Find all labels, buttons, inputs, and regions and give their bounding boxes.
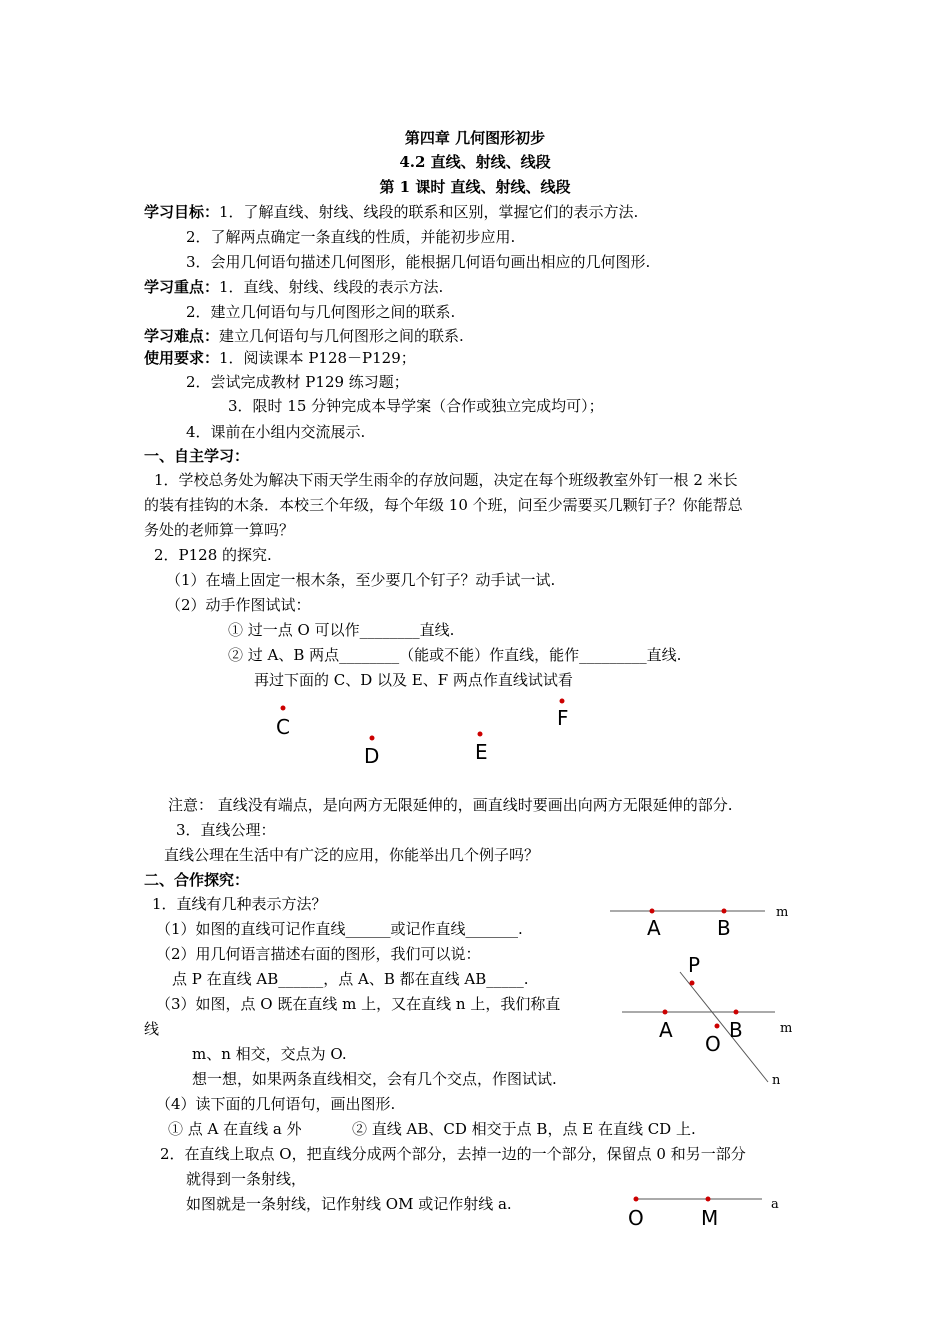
point-b-label: B: [717, 916, 731, 940]
point-p-label: P: [688, 953, 701, 977]
point-o3-dot: [634, 1197, 639, 1202]
p2-q1-2: （2）用几何语言描述右面的图形，我们可以说：: [156, 945, 481, 963]
point-f-label: F: [557, 706, 569, 730]
q2-2a: ① 过一点 O 可以作________直线.: [228, 621, 455, 639]
p2-q1-4: （4）读下面的几何语句，画出图形.: [156, 1095, 396, 1113]
requirement-item: 4．课前在小组内交流展示.: [186, 423, 366, 441]
goals-label: 学习目标：: [144, 203, 220, 221]
point-o3-label: O: [628, 1206, 644, 1230]
difficulty-label: 学习难点：: [144, 327, 220, 345]
p2-q1: 1．直线有几种表示方法？: [152, 895, 327, 913]
requirement-item: 3．限时 15 分钟完成本导学案（合作或独立完成均可）；: [228, 397, 604, 415]
line-m2-label: m: [780, 1021, 793, 1036]
ray-a-label: a: [771, 1197, 779, 1212]
p2-q1-3d: 想一想，如果两条直线相交，会有几个交点，作图试试.: [192, 1070, 557, 1088]
p2-q2c: 如图就是一条射线，记作射线 OM 或记作射线 a.: [186, 1195, 512, 1213]
p2-q1-3b: 线: [144, 1020, 160, 1038]
p2-q1-4a: ① 点 A 在直线 a 外: [168, 1120, 302, 1138]
requirement-item: 2．尝试完成教材 P129 练习题；: [186, 373, 409, 391]
point-d-dot: [370, 736, 375, 741]
cdef-points: [276, 699, 569, 769]
section-title: 4.2 直线、射线、线段: [399, 153, 551, 171]
point-o-label: O: [705, 1032, 721, 1056]
q3-text: 直线公理在生活中有广泛的应用，你能举出几个例子吗？: [164, 846, 540, 864]
figure-ray-om: [628, 1197, 779, 1231]
chapter-title: 第四章 几何图形初步: [404, 129, 546, 147]
point-o-dot: [715, 1024, 720, 1029]
point-d-label: D: [364, 744, 380, 768]
figure-intersecting-lines: [622, 953, 792, 1088]
part2-title: 二、合作探究：: [144, 871, 250, 889]
goal-item: 1．了解直线、射线、线段的联系和区别，掌握它们的表示方法.: [219, 203, 639, 221]
note: 注意： 直线没有端点，是向两方无限延伸的，画直线时要画出向两方无限延伸的部分.: [168, 796, 733, 814]
q1-line: 的装有挂钩的木条．本校三个年级，每个年级 10 个班，问至少需要买几颗钉子？你能帮总: [144, 496, 743, 514]
figure-line-ab: [610, 905, 788, 940]
key-points-label: 学习重点：: [144, 278, 220, 296]
point-b2-dot: [734, 1010, 739, 1015]
key-point-item: 2．建立几何语句与几何图形之间的联系.: [186, 303, 456, 321]
p2-q2b: 就得到一条射线，: [186, 1170, 307, 1188]
part1-title: 一、自主学习：: [144, 447, 250, 465]
p2-q1-4b: ② 直线 AB、CD 相交于点 B，点 E 在直线 CD 上.: [352, 1120, 696, 1138]
point-m-label: M: [701, 1206, 719, 1230]
difficulty-text: 建立几何语句与几何图形之间的联系.: [219, 327, 464, 345]
q1-line: 1．学校总务处为解决下雨天学生雨伞的存放问题，决定在每个班级教室外钉一根 2 米长: [154, 471, 738, 489]
point-e-label: E: [475, 740, 488, 764]
p2-q1-1: （1）如图的直线可记作直线______或记作直线_______.: [156, 920, 523, 938]
point-b2-label: B: [729, 1018, 743, 1042]
line-m-label: m: [776, 905, 789, 920]
p2-q2a: 2．在直线上取点 O，把直线分成两个部分，去掉一边的一个部分，保留点 0 和另一部分: [160, 1145, 746, 1163]
q1-line: 务处的老师算一算吗？: [144, 521, 295, 539]
point-a-label: A: [647, 916, 661, 940]
point-f-dot: [560, 699, 565, 704]
goal-item: 3．会用几何语句描述几何图形，能根据几何语句画出相应的几何图形.: [186, 253, 651, 271]
lesson-title: 第 1 课时 直线、射线、线段: [379, 178, 571, 196]
key-point-item: 1．直线、射线、线段的表示方法.: [219, 278, 444, 296]
q2-2: （2）动手作图试试：: [166, 596, 311, 614]
p2-q1-3c: m、n 相交，交点为 O.: [192, 1045, 347, 1063]
point-a-dot: [650, 909, 655, 914]
p2-q1-3a: （3）如图，点 O 既在直线 m 上，又在直线 n 上，我们称直: [156, 995, 561, 1013]
point-a2-label: A: [659, 1018, 673, 1042]
point-b-dot: [722, 909, 727, 914]
point-e-dot: [478, 732, 483, 737]
point-c-label: C: [276, 715, 290, 739]
requirements-label: 使用要求：: [144, 349, 220, 367]
line-n: [680, 972, 768, 1082]
q2-1: （1）在墙上固定一根木条，至少要几个钉子？动手试一试.: [166, 571, 556, 589]
requirement-item: 1．阅读课本 P128－P129；: [219, 349, 416, 367]
q2-2c: 再过下面的 C、D 以及 E、F 两点作直线试试看: [254, 671, 573, 689]
q2-2b: ② 过 A、B 两点________（能或不能）作直线，能作_________直线.: [228, 646, 682, 664]
point-p-dot: [690, 981, 695, 986]
point-a2-dot: [663, 1010, 668, 1015]
goal-item: 2．了解两点确定一条直线的性质，并能初步应用.: [186, 228, 516, 246]
point-m-dot: [706, 1197, 711, 1202]
p2-q1-2a: 点 P 在直线 AB______，点 A、B 都在直线 AB_____.: [172, 970, 529, 988]
point-c-dot: [281, 706, 286, 711]
line-n-label: n: [772, 1073, 781, 1088]
q2-title: 2．P128 的探究.: [154, 546, 272, 564]
q3-title: 3．直线公理：: [176, 821, 276, 839]
